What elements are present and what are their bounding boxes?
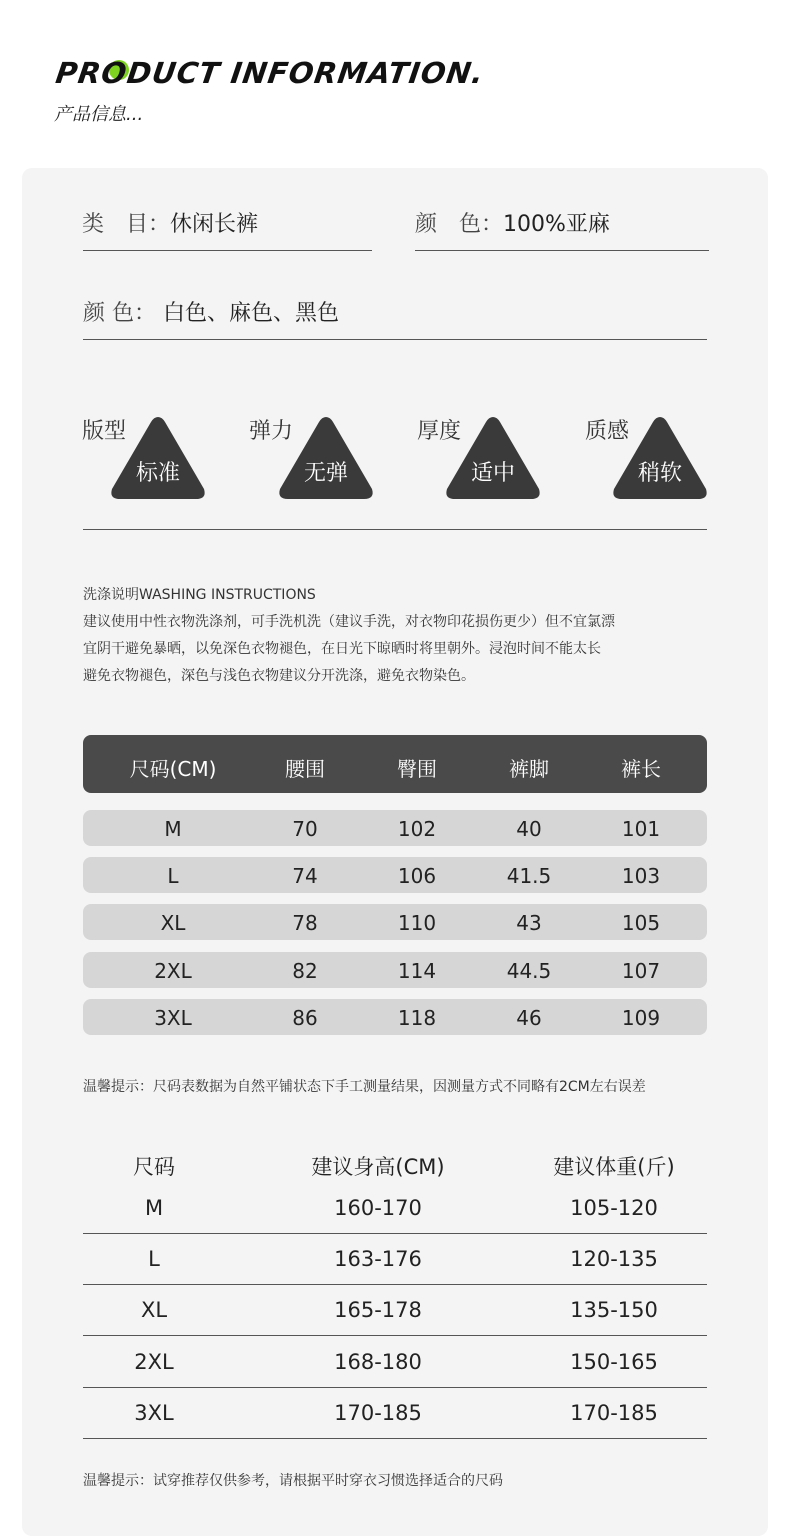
table-cell: M — [144, 1196, 164, 1220]
attr-value-fit: 标准 — [135, 461, 180, 486]
table-cell: 170-185 — [334, 1401, 422, 1425]
table-cell: 44.5 — [506, 959, 552, 983]
table-cell: 165-178 — [334, 1298, 422, 1322]
attr-badge-stretch — [276, 413, 376, 501]
category-field — [82, 207, 258, 238]
table-cell: 170-185 — [570, 1401, 658, 1425]
divider — [83, 1438, 707, 1439]
table-cell: L — [167, 864, 179, 888]
table-cell: 78 — [292, 911, 318, 935]
fit-table-note: 温馨提示：试穿推荐仅供参考，请根据平时穿衣习惯选择适合的尺码 — [83, 1473, 503, 1489]
table-cell: 70 — [292, 817, 318, 841]
info-card — [22, 168, 768, 1536]
attr-badge-fit — [108, 413, 208, 501]
attr-label-thickness: 厚度 — [417, 419, 462, 444]
material-field — [415, 207, 610, 238]
table-cell: 110 — [397, 911, 437, 935]
table-cell: 114 — [397, 959, 437, 983]
page-title: PRODUCT INFORMATION. — [53, 56, 487, 90]
column-header: 裤长 — [621, 757, 661, 781]
divider — [83, 1387, 707, 1388]
table-cell: 150-165 — [570, 1350, 658, 1374]
table-cell: 82 — [292, 959, 318, 983]
table-cell: 160-170 — [334, 1196, 422, 1220]
table-cell: 107 — [621, 959, 661, 983]
table-cell: XL — [160, 911, 186, 935]
column-header: 臀围 — [397, 757, 437, 781]
divider — [83, 1335, 707, 1336]
washing-title: 洗涤说明WASHING INSTRUCTIONS — [83, 587, 316, 603]
table-cell: 101 — [621, 817, 661, 841]
size-table-note: 温馨提示：尺码表数据为自然平铺状态下手工测量结果，因测量方式不同略有2CM左右误差 — [83, 1079, 646, 1095]
table-cell: 46 — [516, 1006, 542, 1030]
divider — [83, 529, 707, 530]
color-field — [83, 296, 339, 327]
column-header: 建议身高(CM) — [311, 1155, 445, 1179]
table-cell: 43 — [516, 911, 542, 935]
color-label: 颜 色： — [83, 301, 156, 326]
table-cell: 120-135 — [570, 1247, 658, 1271]
table-cell: 86 — [292, 1006, 318, 1030]
table-cell: XL — [140, 1298, 168, 1322]
table-cell: 2XL — [134, 1350, 174, 1374]
washing-line: 建议使用中性衣物洗涤剂，可手洗机洗（建议手洗，对衣物印花损伤更少）但不宜氯漂 — [83, 614, 615, 630]
table-row — [83, 999, 707, 1035]
table-cell: 163-176 — [334, 1247, 422, 1271]
table-cell: 40 — [516, 817, 542, 841]
washing-line: 避免衣物褪色，深色与浅色衣物建议分开洗涤，避免衣物染色。 — [83, 668, 475, 684]
table-cell: M — [164, 817, 182, 841]
divider — [415, 250, 709, 251]
table-cell: 41.5 — [506, 864, 552, 888]
column-header: 建议体重(斤) — [553, 1155, 675, 1179]
table-cell: 135-150 — [570, 1298, 658, 1322]
page-subtitle: 产品信息... — [54, 104, 144, 125]
attr-value-thickness: 适中 — [470, 461, 515, 486]
size-table-header — [83, 735, 707, 793]
table-cell: 2XL — [154, 959, 192, 983]
divider — [83, 1233, 707, 1234]
table-row — [83, 857, 707, 893]
color-value: 白色、麻色、黑色 — [163, 301, 340, 326]
table-cell: 3XL — [134, 1401, 174, 1425]
column-header: 尺码 — [133, 1155, 175, 1179]
divider — [83, 250, 372, 251]
table-cell: L — [148, 1247, 160, 1271]
table-cell: 103 — [621, 864, 661, 888]
table-cell: 74 — [292, 864, 318, 888]
divider — [83, 339, 707, 340]
table-cell: 3XL — [154, 1006, 192, 1030]
table-cell: 105 — [621, 911, 661, 935]
table-cell: 109 — [621, 1006, 661, 1030]
category-label: 类 目： — [82, 212, 171, 237]
table-row — [83, 904, 707, 940]
attr-label-fit: 版型 — [82, 419, 127, 444]
table-cell: 168-180 — [334, 1350, 422, 1374]
material-value: 100%亚麻 — [503, 212, 610, 237]
attr-label-stretch: 弹力 — [249, 419, 294, 444]
attr-label-texture: 质感 — [585, 419, 630, 444]
attr-badge-thickness — [443, 413, 543, 501]
washing-line: 宜阴干避免暴晒，以免深色衣物褪色，在日光下晾晒时将里朝外。浸泡时间不能太长 — [83, 641, 601, 657]
attr-value-stretch: 无弹 — [303, 461, 348, 486]
column-header: 裤脚 — [509, 757, 549, 781]
attr-badge-texture — [610, 413, 710, 501]
table-row — [83, 952, 707, 988]
material-label: 颜 色： — [415, 212, 504, 237]
table-cell: 102 — [397, 817, 437, 841]
table-cell: 105-120 — [570, 1196, 658, 1220]
column-header: 腰围 — [285, 757, 325, 781]
table-cell: 106 — [397, 864, 437, 888]
column-header: 尺码(CM) — [129, 757, 217, 781]
divider — [83, 1284, 707, 1285]
table-cell: 118 — [397, 1006, 437, 1030]
attr-value-texture: 稍软 — [637, 461, 682, 486]
table-row — [83, 810, 707, 846]
category-value: 休闲长裤 — [170, 212, 259, 237]
